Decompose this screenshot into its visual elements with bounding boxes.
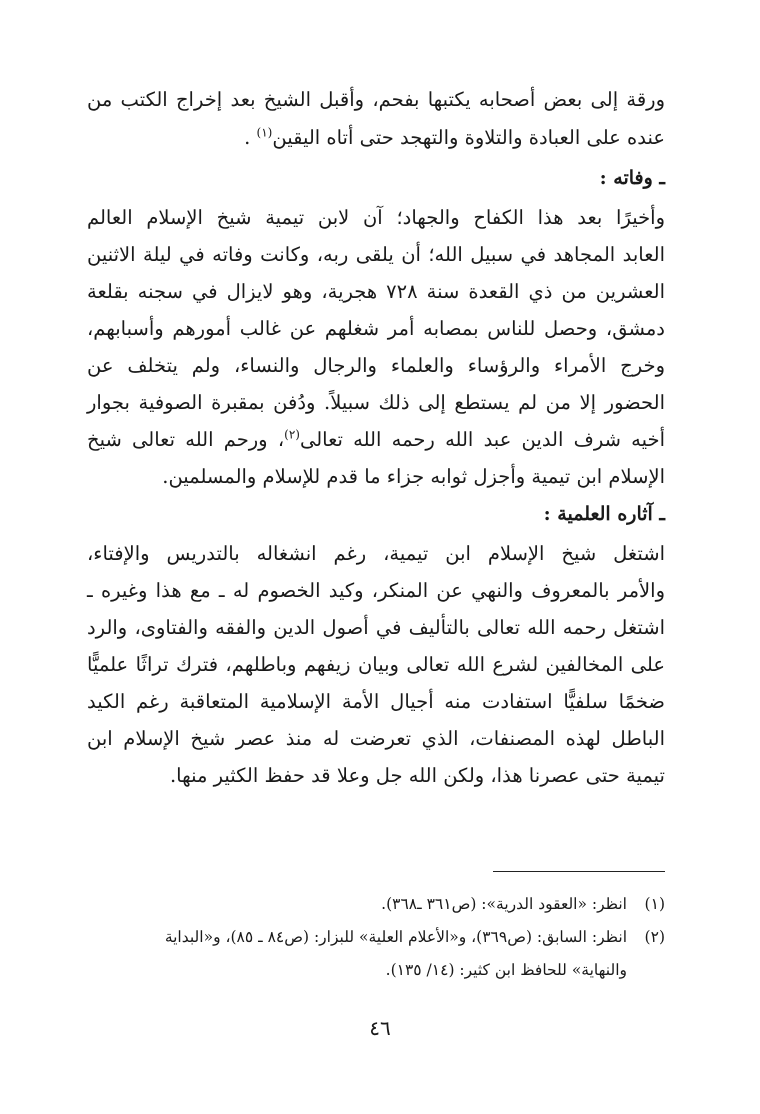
body-line-5: العشرين من ذي القعدة سنة ٧٢٨ هجرية، وهو لايزال في سجنه بقلعة: [87, 280, 665, 303]
page-number: ٤٦: [369, 1016, 391, 1040]
body-line-2: [87, 124, 665, 152]
footnote-2: [165, 925, 665, 949]
footnote-ref-1: (١): [256, 125, 273, 140]
body-line-9-text: أخيه شرف الدين عبد الله رحمه الله تعالى: [299, 428, 665, 451]
footnote-1: [381, 892, 665, 916]
footnote-separator: [493, 871, 665, 872]
body-line-11: اشتغل شيخ الإسلام ابن تيمية، رغم انشغاله بالتدريس والإفتاء،: [87, 542, 665, 565]
body-line-2-text: عنده على العبادة والتلاوة والتهجد حتى أتاه اليقين: [272, 126, 665, 149]
body-line-9-rest: ، ورحم الله تعالى شيخ: [87, 428, 285, 451]
body-line-4: العابد المجاهد في سبيل الله؛ أن يلقى ربه، وكانت وفاته في ليلة الاثنين: [87, 243, 665, 266]
body-line-2-end: .: [244, 126, 251, 149]
body-line-7: وخرج الأمراء والرؤساء والعلماء والرجال والنساء، ولم يتخلف عن: [87, 354, 665, 377]
body-line-6: دمشق، وحصل للناس بمصابه أمر شغلهم عن غالب أمورهم وأسبابهم،: [87, 317, 665, 340]
body-line-16: الباطل لهذه المصنفات، الذي تعرضت له منذ عصر شيخ الإسلام ابن: [87, 727, 665, 750]
footnote-1-text: انظر: «العقود الدرية»: (ص٣٦١ ـ٣٦٨).: [381, 895, 627, 913]
body-line-14: على المخالفين لشرع الله تعالى وبيان زيفهم وباطلهم، فترك تراثًا علميًّا: [87, 653, 665, 676]
body-line-1: ورقة إلى بعض أصحابه يكتبها بفحم، وأقبل الشيخ بعد إخراج الكتب من: [87, 88, 665, 111]
body-line-12: والأمر بالمعروف والنهي عن المنكر، وكيد الخصوم له ـ مع هذا وغيره ـ: [87, 579, 665, 602]
body-line-3: وأخيرًا بعد هذا الكفاح والجهاد؛ آن لابن تيمية شيخ الإسلام العالم: [87, 206, 665, 229]
footnote-1-number: (١): [644, 895, 665, 913]
body-line-10: الإسلام ابن تيمية وأجزل ثوابه جزاء ما قدم للإسلام والمسلمين.: [162, 465, 665, 488]
footnote-2-number: (٢): [644, 928, 665, 946]
footnote-2-text: انظر: السابق: (ص٣٦٩)، و«الأعلام العلية» للبزار: (ص٨٤ ـ ٨٥)، و«البداية: [164, 928, 627, 946]
body-line-8: الحضور إلا من لم يستطع إلى ذلك سبيلاً. ودُفن بمقبرة الصوفية بجوار: [87, 391, 665, 414]
body-line-9: [87, 426, 665, 454]
body-line-15: ضخمًا سلفيًّا استفادت منه أجيال الأمة الإسلامية المتعاقبة رغم الكيد: [87, 690, 665, 713]
heading-death: ـ وفاته :: [599, 167, 665, 189]
footnote-ref-2: (٢): [284, 427, 300, 442]
heading-works: ـ آثاره العلمية :: [543, 503, 665, 525]
body-line-17: تيمية حتى عصرنا هذا، ولكن الله جل وعلا قد حفظ الكثير منها.: [169, 764, 665, 787]
body-line-13: اشتغل رحمه الله تعالى بالتأليف في أصول الدين والفقه والفتاوى، والرد: [87, 616, 665, 639]
footnote-2-continuation: والنهاية» للحافظ ابن كثير: (١٤/ ١٣٥).: [385, 961, 627, 979]
